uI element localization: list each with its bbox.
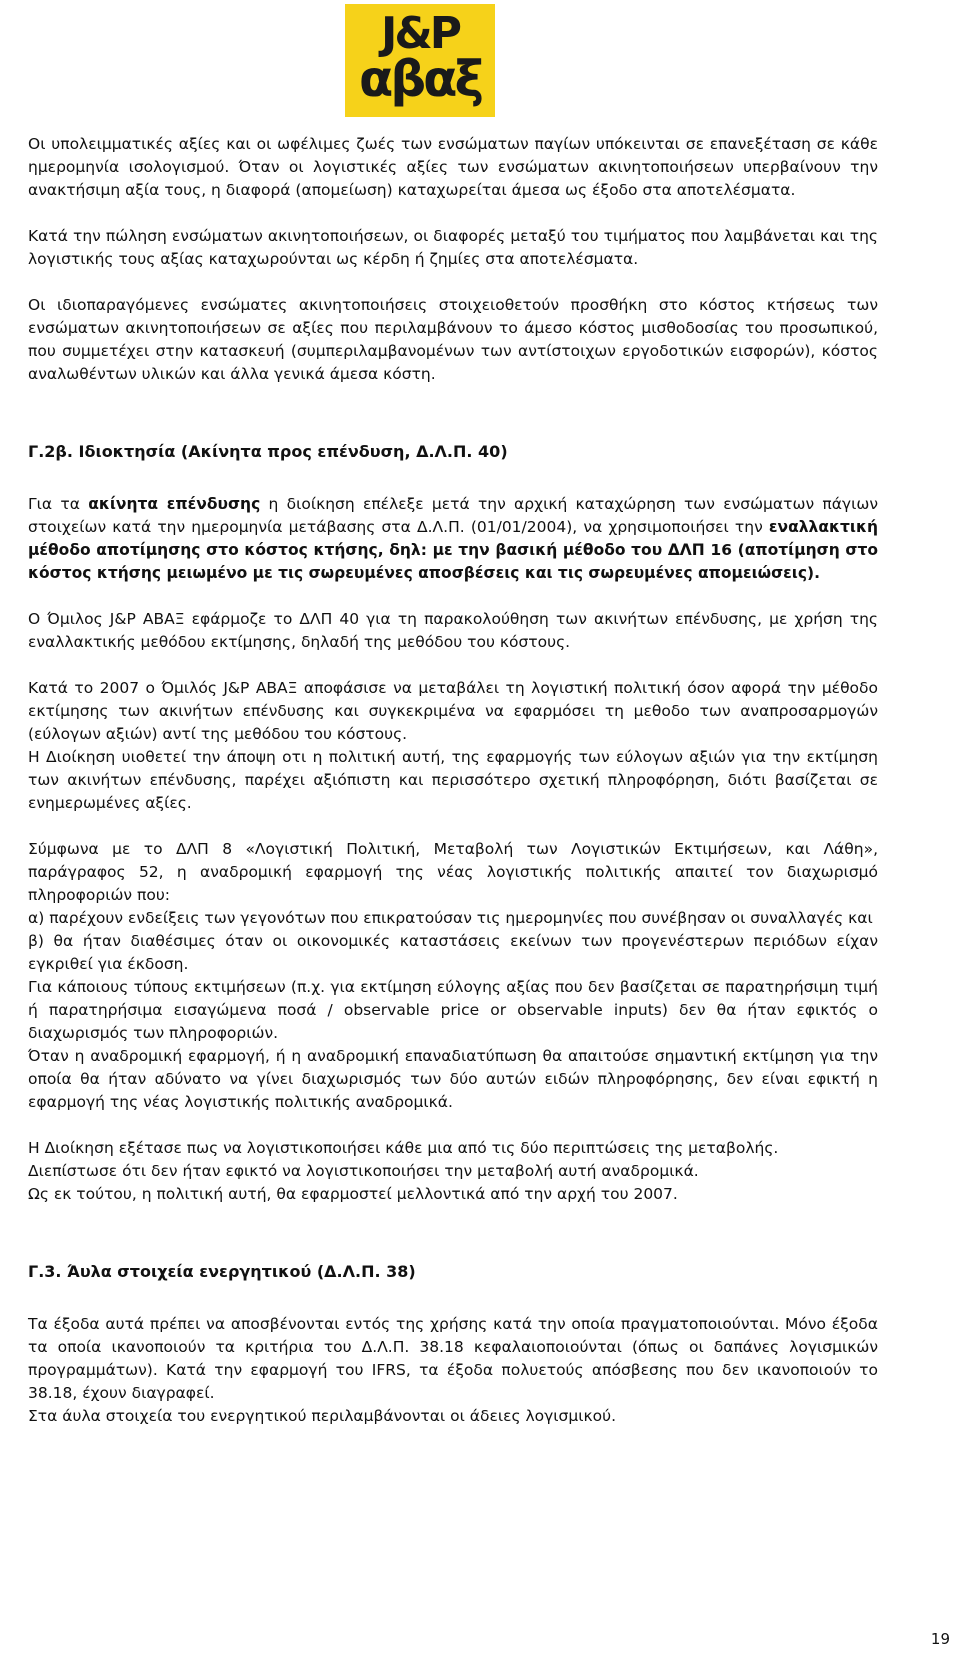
paragraph-management-review: Η Διοίκηση εξέτασε πως να λογιστικοποιήσει κάθε μια από τις δύο περιπτώσεις της μεταβολής. [28,1139,779,1157]
page-number: 19 [930,1630,950,1648]
paragraph-residual-values: Οι υπολειμματικές αξίες και οι ωφέλιμες ζωές των ενσώματων παγίων υπόκεινται σε επανεξέταση σε κάθε ημερομηνία ισολογισμού. Όταν οι λογιστικές αξίες των ενσώματων ακινητοποιήσεων υπερβαίνουν την ανακτήσιμη αξία τους, η διαφορά (απομείωση) καταχωρείται άμεσα ως έξοδο στα αποτελέσματα. [28,135,878,199]
paragraph-ias8-reference: Σύμφωνα με το ΔΛΠ 8 «Λογιστική Πολιτική, Μεταβολή των Λογιστικών Εκτιμήσεων, και Λάθη», παράγραφος 52, η αναδρομική εφαρμογή της νέας λογιστικής πολιτικής απαιτεί τον διαχωρισμό πληροφοριών που: [28,840,878,904]
company-logo [345,4,495,117]
paragraph-retrospective-application: Όταν η αναδρομική εφαρμογή, ή η αναδρομική επαναδιατύπωση θα απαιτούσε σημαντική εκτίμηση για την οποία θα ήταν αδύνατο να γίνει διαχωρισμός των δύο αυτών ειδών πληροφόρησης, δεν είναι εφικτή η εφαρμογή της νέας λογιστικής πολιτικής αναδρομικά. [28,1047,878,1111]
logo-text-top: J&P [381,8,459,59]
list-item-b: β) θα ήταν διαθέσιμες όταν οι οικονομικές καταστάσεις εκείνων των προγενέστερων περιόδων είχαν εγκριθεί για έκδοση. [28,932,878,973]
paragraph-prospective-application: Ως εκ τούτου, η πολιτική αυτή, θα εφαρμοστεί μελλοντικά από την αρχή του 2007. [28,1185,678,1203]
document-body [28,133,878,1428]
paragraph-2007-policy-change: Κατά το 2007 ο Όμιλός J&P ΑΒΑΞ αποφάσισε να μεταβάλει τη λογιστική πολιτική όσον αφορά την μέθοδο εκτίμησης των ακινήτων επένδυσης και συγκεκριμένα να εφαρμόσει τη μεθοδο των αναπροσαρμογών (εύλογων αξιών) αντί της μεθόδου του κόστους. [28,679,878,743]
paragraph-software-licenses: Στα άυλα στοιχεία του ενεργητικού περιλαμβάνονται οι άδειες λογισμικού. [28,1407,617,1425]
paragraph-self-constructed-assets: Οι ιδιοπαραγόμενες ενσώματες ακινητοποιήσεις στοιχειοθετούν προσθήκη στο κόστος κτήσεως των ενσώματων ακινητοποιήσεων σε αξίες που περιλαμβάνουν το άμεσο κόστος μισθοδοσίας του προσωπικού, που συμμετέχει στην κατασκευή (συμπεριλαμβανομένων των αντίστοιχων εργοδοτικών εισφορών), κόστος αναλωθέντων υλικών και άλλα γενικά άμεσα κόστη. [28,296,878,383]
section-heading-investment-property: Γ.2β. Ιδιοκτησία (Ακίνητα προς επένδυση, Δ.Λ.Π. 40) [28,442,508,461]
paragraph-management-view: Η Διοίκηση υιοθετεί την άποψη οτι η πολιτική αυτή, της εφαρμογής των εύλογων αξιών για την εκτίμηση των ακινήτων επένδυσης, παρέχει αξιόπιστη και περισσότερο σχετική πληροφόρηση, διότι βασίζεται σε ενημερωμένες αξίες. [28,748,878,812]
logo-text-bottom: αβαξ [358,50,482,108]
paragraph-estimation-types: Για κάποιους τύπους εκτιμήσεων (π.χ. για εκτίμηση εύλογης αξίας που δεν βασίζεται σε παρατηρήσιμη τιμή ή παρατηρήσιμα εισαγώμενα ποσά / observable price or observable inputs) δεν θα ήταν εφικτός ο διαχωρισμός των πληροφοριών. [28,978,878,1042]
list-item-a: α) παρέχουν ενδείξεις των γεγονότων που επικρατούσαν τις ημερομηνίες που συνέβησαν οι συναλλαγές και [28,909,873,927]
paragraph-not-feasible: Διεπίστωσε ότι δεν ήταν εφικτό να λογιστικοποιήσει την μεταβολή αυτή αναδρομικά. [28,1162,699,1180]
paragraph-investment-property-policy: Για τα ακίνητα επένδυσης η διοίκηση επέλεξε μετά την αρχική καταχώρηση των ενσώματων πάγιων στοιχείων κατά την ημερομηνία μετάβασης στα Δ.Λ.Π. (01/01/2004), να χρησιμοποιήσει την εναλλακτική μέθοδο αποτίμησης στο κόστος κτήσης, δηλ: με την βασική μέθοδο του ΔΛΠ 16 (αποτίμηση στο κόστος κτήσης μειωμένο με τις σωρευμένες αποσβέσεις και τις σωρευμένες απομειώσεις). [28,495,878,582]
paragraph-sale-of-assets: Κατά την πώληση ενσώματων ακινητοποιήσεων, οι διαφορές μεταξύ του τιμήματος που λαμβάνεται και της λογιστικής τους αξίας καταχωρούνται ως κέρδη ή ζημίες στα αποτελέσματα. [28,227,878,268]
section-heading-intangible-assets: Γ.3. Άυλα στοιχεία ενεργητικού (Δ.Λ.Π. 38) [28,1262,416,1281]
paragraph-ias40-application: Ο Όμιλος J&P ΑΒΑΞ εφάρμοζε το ΔΛΠ 40 για τη παρακολούθηση των ακινήτων επένδυσης, με χρήση της εναλλακτικής μεθόδου εκτίμησης, δηλαδή της μεθόδου του κόστους. [28,610,878,651]
paragraph-intangible-expenses: Τα έξοδα αυτά πρέπει να αποσβένονται εντός της χρήσης κατά την οποία πραγματοποιούνται. Μόνο έξοδα τα οποία ικανοποιούν τα κριτήρια του Δ.Λ.Π. 38.18 κεφαλαιοποιούνται (όπως οι δαπάνες λογισμικών προγραμμάτων). Κατά την εφαρμογή του IFRS, τα έξοδα πολυετούς απόσβεσης που δεν ικανοποιούν το 38.18, έχουν διαγραφεί. [28,1315,878,1402]
